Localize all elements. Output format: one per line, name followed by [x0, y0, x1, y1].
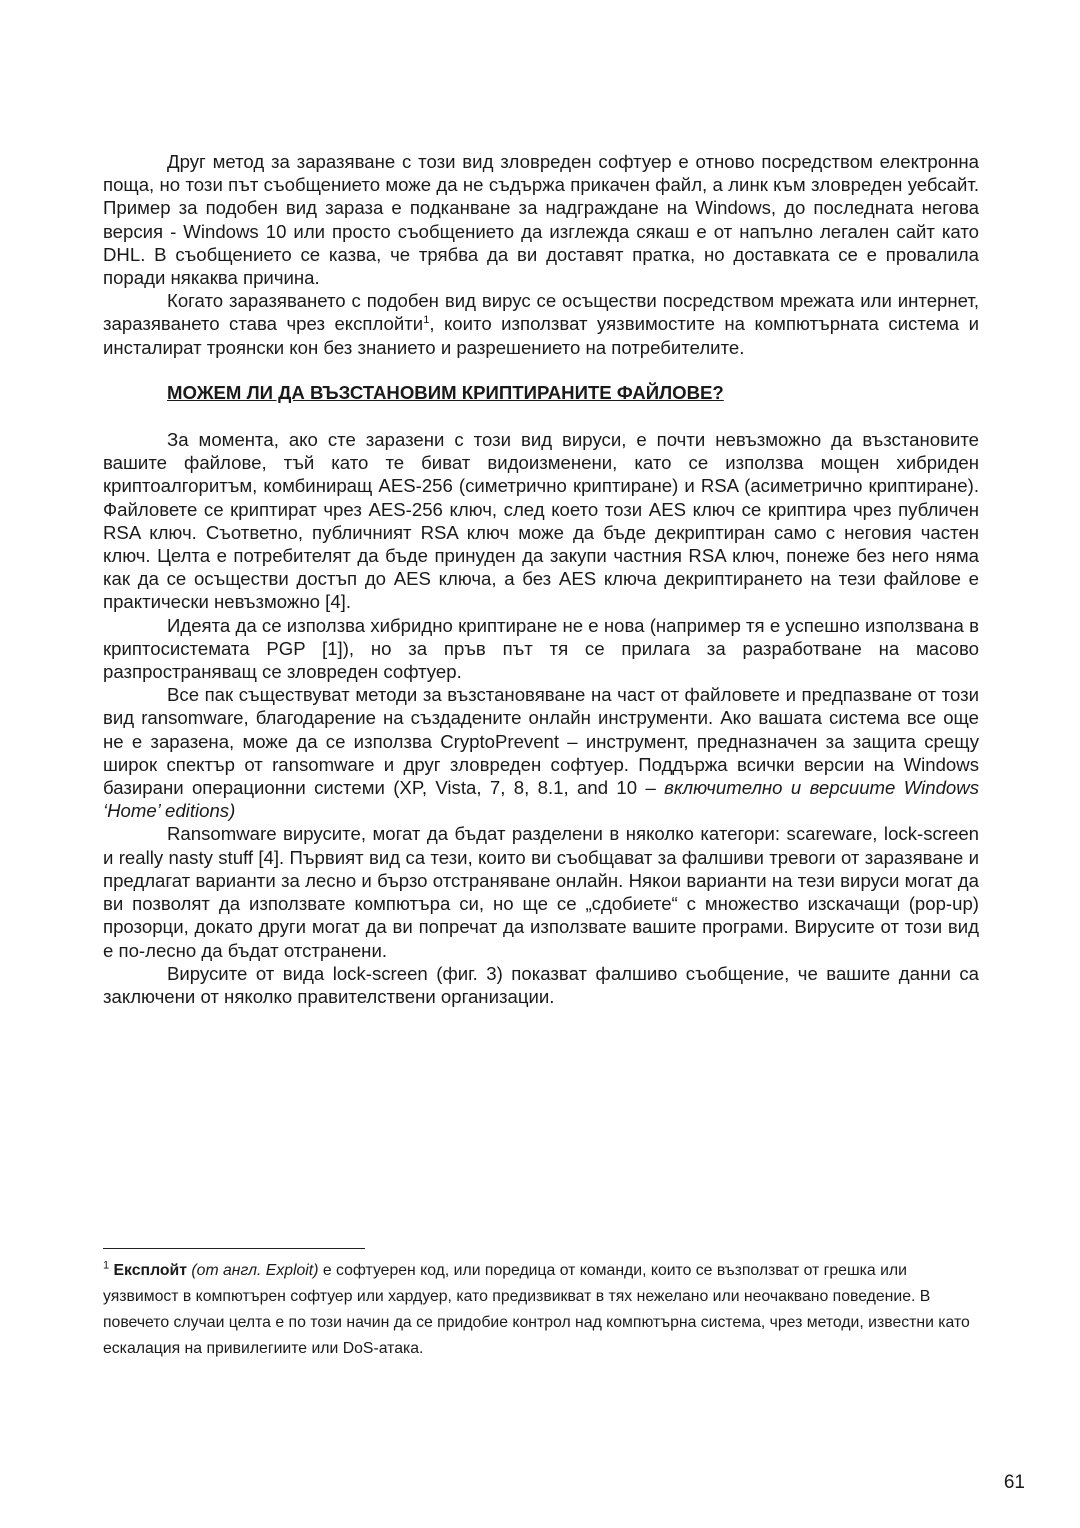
footnote-separator [103, 1248, 365, 1249]
paragraph-infection-network [103, 289, 979, 359]
paragraph-infection-email: Друг метод за заразяване с този вид зловреден софтуер е отново посредством електронна поща, но този път съобщението може да не съдържа прикачен файл, а линк към зловреден уебсайт. Пример за подобен вид зараза е подканване за надграждане на Windows, до последната негова версия - Windows 10 или просто съобщението да изглежда сякаш е от напълно легален сайт като DHL. В съобщението се казва, че трябва да ви доставят пратка, но доставката се е провалила поради някаква причина. [103, 151, 979, 289]
paragraph-text: , които използват уязвимостите на компютърната система и инсталират троянски кон без знанието и разрешението на потребителите. [103, 313, 979, 358]
paragraph-ransomware-categories: Ransomware вирусите, могат да бъдат разделени в няколко категори: scareware, lock-screen и really nasty stuff [4]. Първият вид са тези, които ви съобщават за фалшиви тревоги от заразяване и предлагат варианти за лесно и бързо отстраняване онлайн. Някои варианти на тези вируси могат да ви позволят да използвате компютъра си, но ще се „сдобиете“ с множество изскачащи (pop-up) прозорци, докато други могат да ви попречат да използвате вашите програми. Вирусите от този вид е по-лесно да бъдат отстранени. [103, 823, 979, 961]
footnote [103, 1258, 979, 1362]
footnote-term: Експлойт [113, 1262, 188, 1279]
footnote-text: е софтуерен код, или поредица от команди, които се възползват от грешка или уязвимост в компютърен софтуер или хардуер, като предизвикват в тях нежелано или неочаквано поведение. В повечето случаи целта е по този начин да се придобие контрол над компютърна система, чрез методи, известни като ескалация на привилегиите или DoS-атака. [103, 1262, 970, 1357]
footnote-term-note: (от англ. Exploit) [191, 1262, 319, 1279]
paragraph-recovery-tools [103, 683, 979, 822]
paragraph-lock-screen: Вирусите от вида lock-screen (фиг. 3) показват фалшиво съобщение, че вашите данни са заключени от няколко правителствени организации. [103, 962, 979, 1007]
footnote-marker: 1 [103, 1259, 110, 1272]
paragraph-hybrid-idea: Идеята да се използва хибридно криптиране не е нова (например тя е успешно използвана в криптосистемата PGP [1]), но за пръв път тя се прилага за разработване на масово разпространяващ се зловреден софтуер. [103, 614, 979, 683]
paragraph-text: Все пак съществуват методи за възстановяване на част от файловете и предпазване от този вид ransomware, благодарение на създадените онлайн инструменти. Ако вашата система все още не е заразена, може да се използва CryptoPrevent – инструмент, предназначен за защита срещу широк спектър от ransomware и друг зловреден софтуер. Поддържа всички версии на Windows базирани операционни системи (XP, Vista, 7, 8, 8.1, and 10 – [103, 684, 979, 799]
section-heading: МОЖЕМ ЛИ ДА ВЪЗСТАНОВИМ КРИПТИРАНИТЕ ФАЙЛОВЕ? [167, 381, 724, 403]
document-body [103, 150, 979, 1008]
footnote-reference[interactable]: 1 [423, 314, 430, 327]
paragraph-hybrid-crypto: За момента, ако сте заразени с този вид вируси, е почти невъзможно да възстановите вашите файлове, тъй като те биват видоизменени, като се използва мощен хибриден криптоалгоритъм, комбиниращ AES-256 (симетрично криптиране) и RSA (асиметрично криптиране). Файловете се криптират чрез AES-256 ключ, след което този AES ключ се криптира чрез публичен RSA ключ. Съответно, публичният RSA ключ може да бъде декриптиран само с неговия частен ключ. Целта е потребителят да бъде принуден да закупи частния RSA ключ, понеже без него няма как да се осъществи достъп до AES ключа, а без AES ключа декриптирането на тези файлове е практически невъзможно [4]. [103, 429, 979, 613]
paragraph-text: Когато заразяването с подобен вид вирус се осъществи посредством мрежата или интернет, заразяването става чрез експлойти [103, 290, 979, 335]
page-number: 61 [1003, 1472, 1025, 1493]
paragraph-italic-text: включително и версиите Windows ‘Home’ editions) [103, 777, 979, 822]
